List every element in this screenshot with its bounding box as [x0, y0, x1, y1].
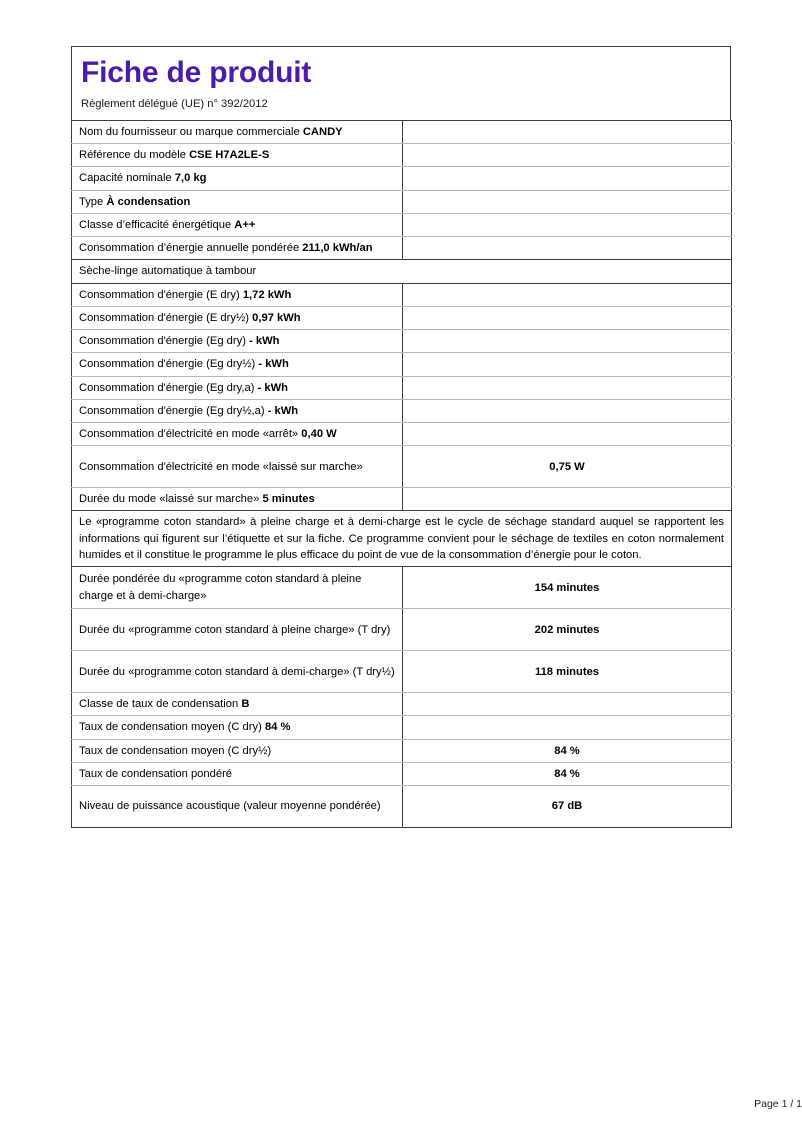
label-value: CANDY [302, 125, 343, 138]
row-label-dryer-type: Sèche-linge automatique à tambour [72, 260, 732, 283]
row-value-c-dry-half: 84 % [403, 739, 732, 762]
label-text: Consommation d'énergie (Eg dry,a) [79, 381, 258, 394]
row-value-off-mode [403, 422, 732, 445]
label-text: Référence du modèle [79, 149, 190, 162]
table-row [72, 190, 732, 213]
row-label-eg-dry [72, 330, 403, 353]
row-value-model [403, 144, 732, 167]
label-value: 0,97 kWh [252, 311, 301, 324]
row-value-full-load-duration: 202 minutes [403, 609, 732, 651]
row-value-eg-dry-a [403, 376, 732, 399]
page-number-footer: Page 1 / 1 [754, 1098, 802, 1110]
row-label-eg-dry-half-a [72, 399, 403, 422]
label-value: 7,0 kg [174, 172, 207, 185]
table-row [72, 353, 732, 376]
table-row [72, 306, 732, 329]
document-header [71, 46, 731, 120]
table-row [72, 716, 732, 739]
label-value: À condensation [106, 195, 191, 208]
row-label-off-mode [72, 422, 403, 445]
row-label-type [72, 190, 403, 213]
table-row [72, 376, 732, 399]
row-label-e-dry-half [72, 306, 403, 329]
label-text: Consommation d'énergie (E dry½) [79, 311, 253, 324]
row-value-eg-dry-half [403, 353, 732, 376]
table-row [72, 488, 732, 511]
row-value-eg-dry-half-a [403, 399, 732, 422]
row-value-half-load-duration: 118 minutes [403, 651, 732, 693]
label-text: Classe de taux de condensation [79, 698, 242, 711]
row-label-e-dry [72, 283, 403, 306]
table-row [72, 651, 732, 693]
label-text: Classe d’efficacité énergétique [79, 218, 235, 231]
page-title: Fiche de produit [81, 56, 312, 89]
table-row [72, 511, 732, 567]
label-text: Type [79, 195, 107, 208]
label-value: - kWh [267, 404, 299, 417]
label-value: 84 % [264, 721, 291, 734]
row-value-energy-class [403, 213, 732, 236]
label-value: 211,0 kWh/an [302, 242, 373, 255]
label-text: Consommation d'énergie (Eg dry½,a) [79, 404, 268, 417]
label-value: - kWh [257, 381, 288, 394]
label-text: Consommation d'électricité en mode «arrêt» [79, 427, 302, 440]
row-value-e-dry-half [403, 306, 732, 329]
label-text: Capacité nominale [79, 172, 175, 185]
table-row [72, 762, 732, 785]
row-label-c-dry [72, 716, 403, 739]
row-label-condensation-class [72, 693, 403, 716]
regulation-subtitle: Règlement délégué (UE) n° 392/2012 [81, 97, 268, 110]
table-row [72, 144, 732, 167]
row-value-type [403, 190, 732, 213]
table-row [72, 213, 732, 236]
row-label-half-load-duration: Durée du «programme coton standard à demi-charge» (T dry½) [72, 651, 403, 693]
row-label-full-load-duration: Durée du «programme coton standard à pleine charge» (T dry) [72, 609, 403, 651]
row-value-e-dry [403, 283, 732, 306]
row-value-left-on-duration [403, 488, 732, 511]
row-value-weighted-condensation: 84 % [403, 762, 732, 785]
label-value: B [241, 698, 250, 711]
table-row [72, 786, 732, 828]
row-value-sound-power: 67 dB [551, 800, 583, 813]
label-text: Consommation d'énergie (E dry) [79, 288, 243, 301]
table-row [72, 609, 732, 651]
row-label-annual-consumption [72, 237, 403, 260]
table-row [72, 120, 732, 143]
row-value-capacity [403, 167, 732, 190]
label-value: A++ [234, 218, 256, 231]
table-row [72, 237, 732, 260]
label-text: Consommation d'énergie (Eg dry) [79, 335, 250, 348]
row-label-eg-dry-half [72, 353, 403, 376]
label-value: 0,40 W [301, 427, 337, 440]
row-value-left-on-mode: 0,75 W [403, 446, 732, 488]
label-text: Nom du fournisseur ou marque commerciale [79, 125, 303, 138]
label-text: Consommation d'énergie (Eg dry½) [79, 358, 259, 371]
label-value: CSE H7A2LE-S [189, 149, 270, 162]
row-label-supplier [72, 120, 403, 143]
table-row [72, 739, 732, 762]
row-label-sound-power: Niveau de puissance acoustique (valeur moyenne pondérée) [72, 786, 403, 828]
label-text: Taux de condensation moyen (C dry) [79, 721, 265, 734]
standard-cotton-programme-note: Le «programme coton standard» à pleine charge et à demi-charge est le cycle de séchage standard auquel se rapportent les informations qui figurent sur l’étiquette et sur la fiche. Ce programme convient pour le séchage de textiles en coton normalement humides et il constitue le programme le plus efficace du point de vue de la consommation d’énergie pour le coton. [72, 511, 732, 567]
label-value: 1,72 kWh [242, 288, 292, 301]
label-text: Consommation d’énergie annuelle pondérée [79, 242, 303, 255]
table-row [72, 446, 732, 488]
row-value-c-dry [403, 716, 732, 739]
table-row [72, 283, 732, 306]
row-label-eg-dry-a [72, 376, 403, 399]
table-row [72, 399, 732, 422]
row-label-left-on-mode: Consommation d'électricité en mode «laissé sur marche» [72, 446, 403, 488]
table-row [72, 693, 732, 716]
label-value: 5 minutes [262, 493, 315, 506]
row-value-eg-dry [403, 330, 732, 353]
row-label-energy-class [72, 213, 403, 236]
table-row [72, 260, 732, 283]
row-label-model [72, 144, 403, 167]
row-value-annual-consumption [403, 237, 732, 260]
row-value-supplier [403, 120, 732, 143]
row-value-weighted-duration: 154 minutes [403, 567, 732, 609]
table-row [72, 422, 732, 445]
table-row [72, 567, 732, 609]
table-row [72, 167, 732, 190]
label-value: - kWh [258, 358, 289, 371]
product-spec-table [71, 120, 732, 828]
label-text: Durée du mode «laissé sur marche» [79, 493, 263, 506]
table-row [72, 330, 732, 353]
row-label-c-dry-half: Taux de condensation moyen (C dry½) [72, 739, 403, 762]
label-value: - kWh [249, 335, 280, 348]
row-label-capacity [72, 167, 403, 190]
row-label-weighted-duration: Durée pondérée du «programme coton standard à pleine charge et à demi-charge» [72, 567, 403, 609]
row-label-weighted-condensation: Taux de condensation pondéré [72, 762, 403, 785]
row-value-condensation-class [403, 693, 732, 716]
document-frame [71, 46, 802, 1110]
row-label-left-on-duration [72, 488, 403, 511]
